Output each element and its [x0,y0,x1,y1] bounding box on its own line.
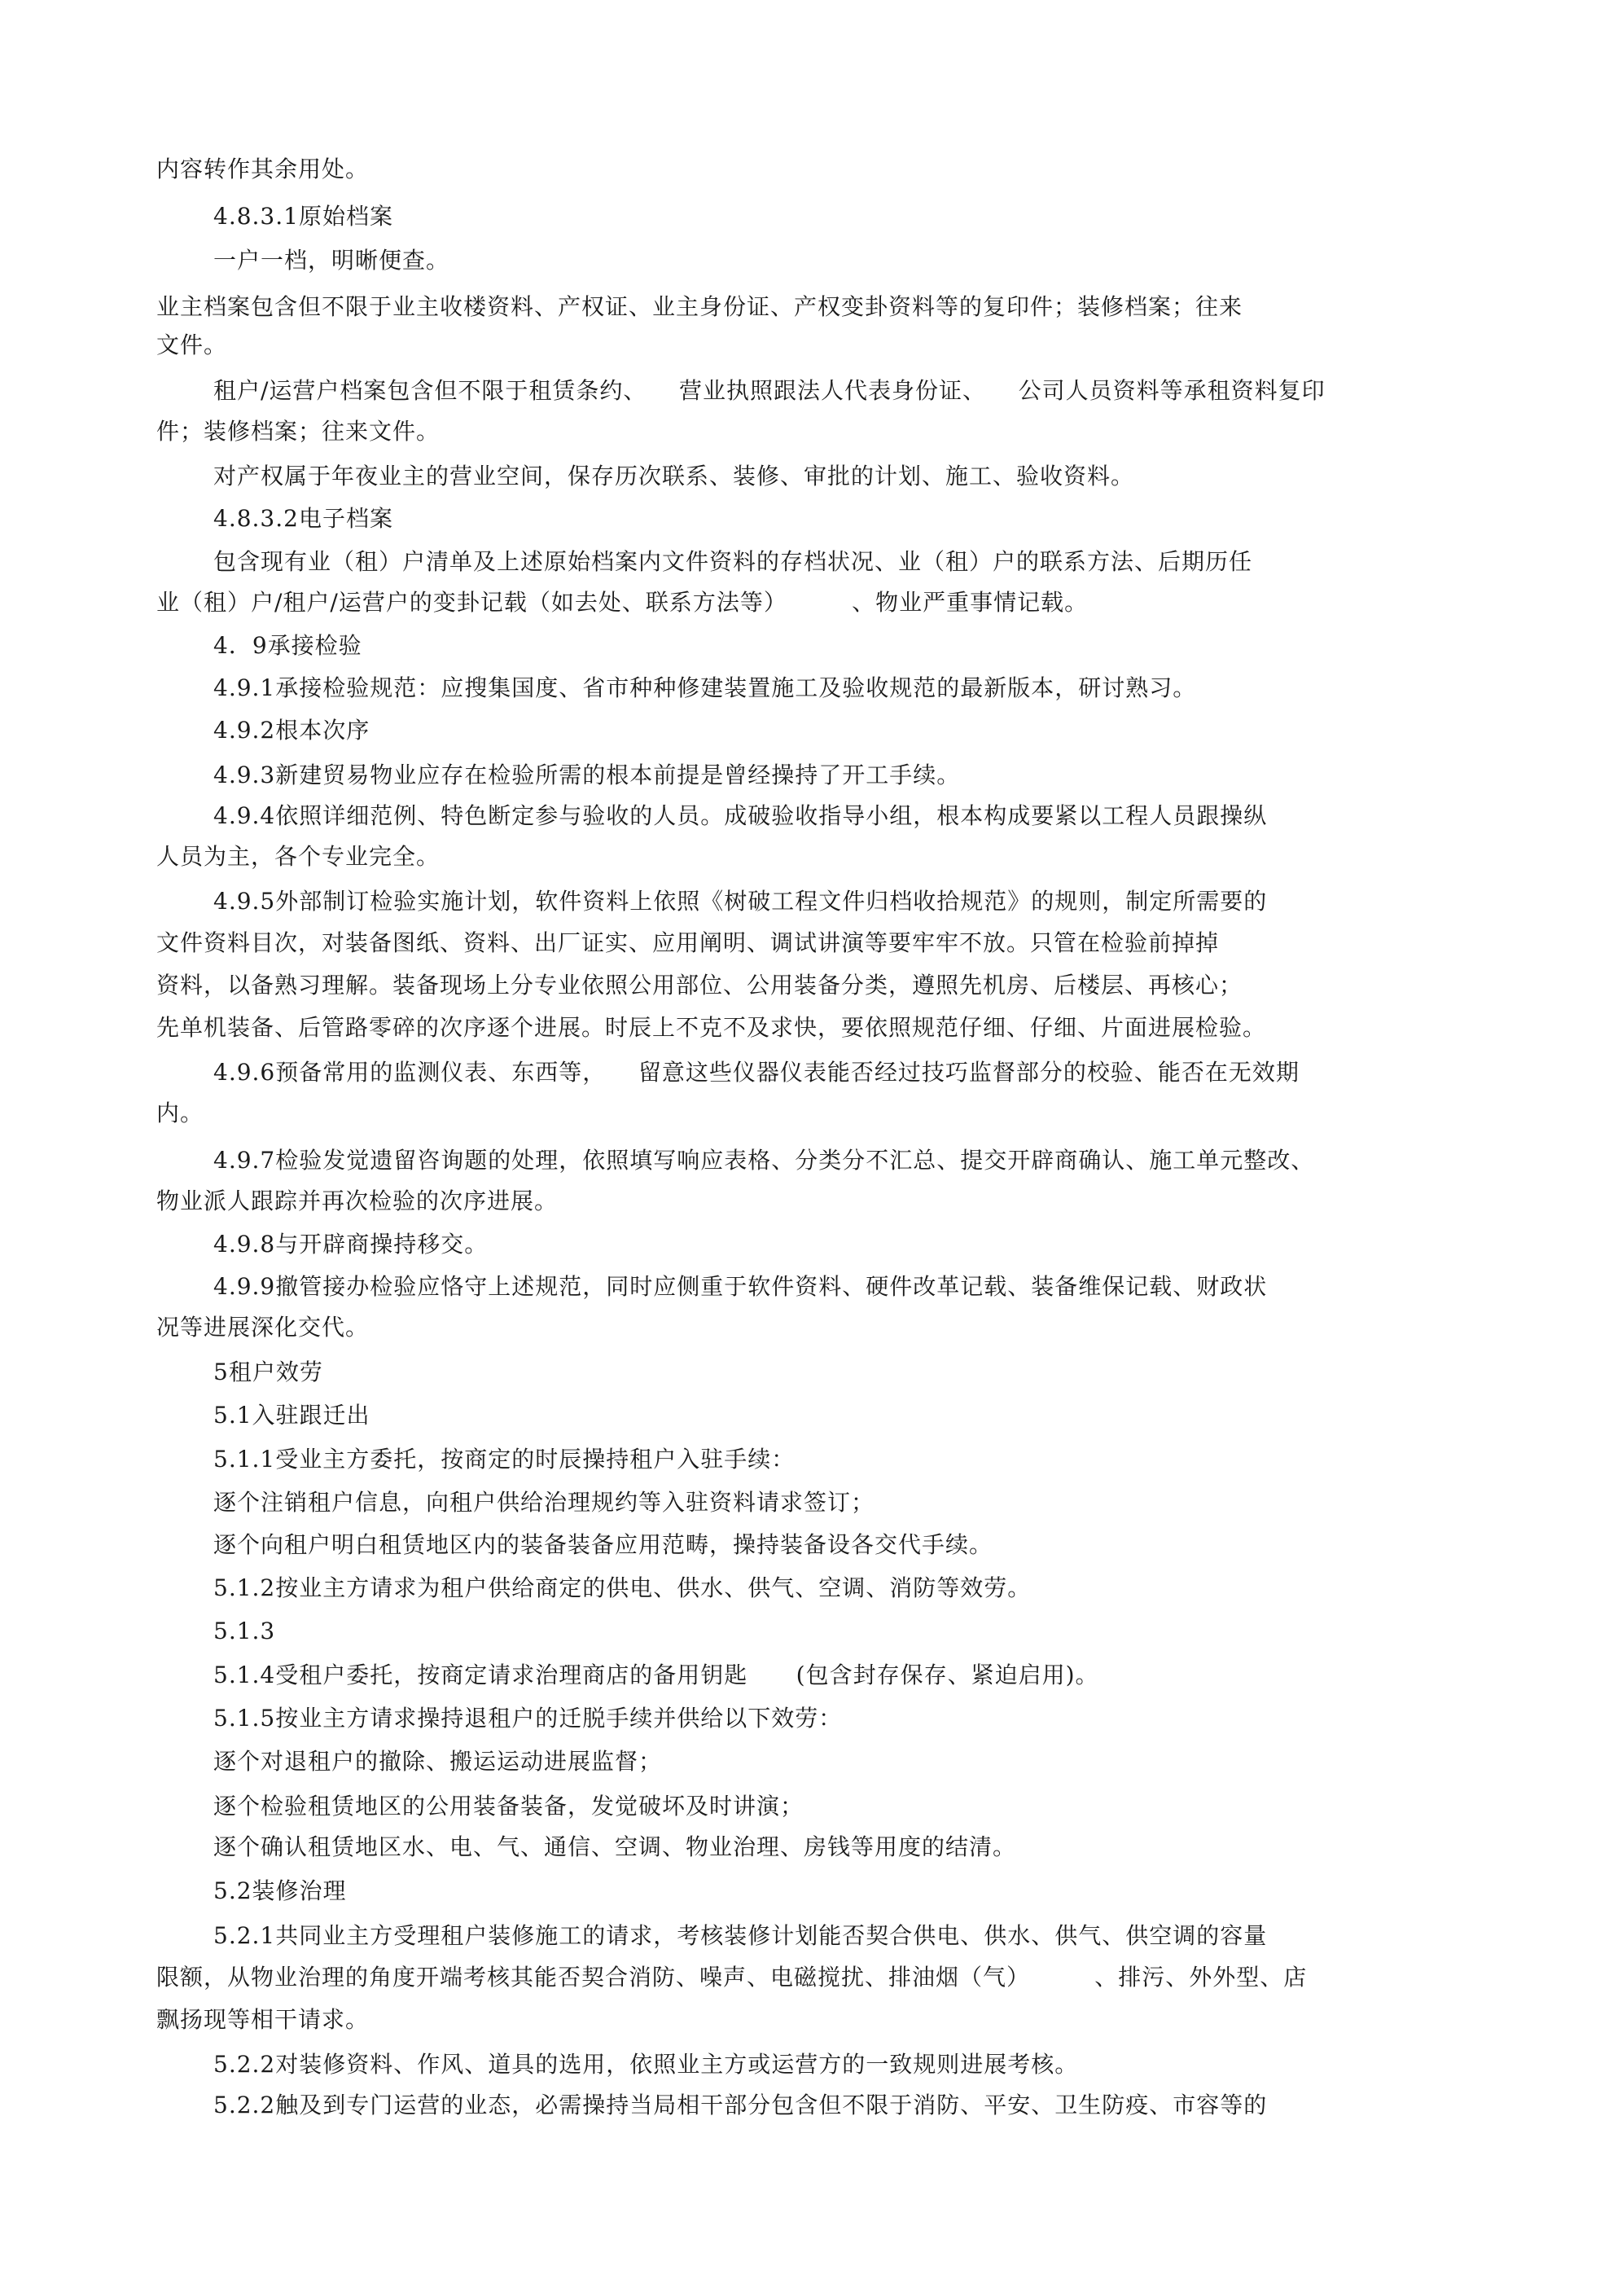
text-line: 4.9.7检验发觉遗留咨询题的处理，依照填写响应表格、分类分不汇总、提交开辟商确认、施工单元整改、 [213,1147,1315,1174]
text-line: 4.9.9撤管接办检验应恪守上述规范，同时应侧重于软件资料、硬件改革记载、装备维保记载、财政状 [213,1273,1268,1300]
section-heading: 5.2装修治理 [213,1877,347,1904]
text-line: 4.9.4依照详细范例、特色断定参与验收的人员。成破验收指导小组，根本构成要紧以工程人员跟操纵 [213,802,1268,829]
text-line: 文件。 [156,331,228,358]
text-line: 人员为主，各个专业完全。 [156,843,441,870]
text-line: 限额，从物业治理的角度开端考核其能否契合消防、噪声、电磁搅扰、排油烟（气） 、排污、外外型、店 [156,1964,1308,1991]
section-heading: 5.1.3 [213,1618,276,1644]
section-heading: 4.9.2根本次序 [213,717,370,744]
text-line: 租户/运营户档案包含但不限于租赁条约、 营业执照跟法人代表身份证、 公司人员资料等承租资料复印 [213,377,1326,404]
section-heading: 5.1入驻跟迁出 [213,1402,370,1429]
text-line: 一户一档，明晰便查。 [213,247,450,274]
text-line: 5.1.1受业主方委托，按商定的时辰操持租户入驻手续： [213,1446,796,1473]
text-line: 包含现有业（租）户清单及上述原始档案内文件资料的存档状况、业（租）户的联系方法、后期历任 [213,548,1253,575]
text-line: 5.1.2按业主方请求为租户供给商定的供电、供水、供气、空调、消防等效劳。 [213,1574,1032,1601]
text-line: 件；装修档案；往来文件。 [156,418,441,445]
text-line: 5.1.4受租户委托，按商定请求治理商店的备用钥匙 (包含封存保存、紧迫启用)。 [213,1662,1099,1688]
text-line: 先单机装备、后管路零碎的次序逐个进展。时辰上不克不及求快，要依照规范仔细、仔细、片面进展检验。 [156,1014,1267,1041]
text-line: 5.1.5按业主方请求操持退租户的迁脱手续并供给以下效劳： [213,1705,843,1732]
text-line: 况等进展深化交代。 [156,1314,370,1341]
text-line: 5.2.1共同业主方受理租户装修施工的请求，考核装修计划能否契合供电、供水、供气、供空调的容量 [213,1922,1268,1949]
text-line: 业（租）户/租户/运营户的变卦记载（如去处、联系方法等） 、物业严重事情记载。 [156,589,1089,616]
section-heading: 4.8.3.1原始档案 [213,203,393,230]
text-line: 5.2.2对装修资料、作风、道具的选用，依照业主方或运营方的一致规则进展考核。 [213,2051,1079,2078]
section-heading: 4.8.3.2电子档案 [213,505,393,532]
text-line: 4.9.8与开辟商操持移交。 [213,1231,489,1258]
text-line: 飘扬现等相干请求。 [156,2006,370,2033]
text-line: 逐个向租户明白租赁地区内的装备装备应用范畴，操持装备设各交代手续。 [213,1531,993,1558]
text-line: 逐个检验租赁地区的公用装备装备，发觉破坏及时讲演； [213,1793,804,1820]
text-line: 逐个确认租赁地区水、电、气、通信、空调、物业治理、房钱等用度的结清。 [213,1833,1017,1860]
section-heading: 4．9承接检验 [213,632,362,659]
text-line: 4.9.6预备常用的监测仪表、东西等， 留意这些仪器仪表能否经过技巧监督部分的校验、能否在无效期 [213,1059,1300,1086]
text-line: 4.9.3新建贸易物业应存在检验所需的根本前提是曾经操持了开工手续。 [213,762,961,788]
text-line: 业主档案包含但不限于业主收楼资料、产权证、业主身份证、产权变卦资料等的复印件；装修档案；往来 [156,293,1243,320]
text-line: 5.2.2触及到专门运营的业态，必需操持当局相干部分包含但不限于消防、平安、卫生防疫、市容等的 [213,2092,1268,2118]
text-line: 内。 [156,1100,204,1126]
text-line: 逐个对退租户的撤除、搬运运动进展监督； [213,1748,663,1775]
text-line: 对产权属于年夜业主的营业空间，保存历次联系、装修、审批的计划、施工、验收资料。 [213,463,1135,489]
text-line: 资料，以备熟习理解。装备现场上分专业依照公用部位、公用装备分类，遵照先机房、后楼层、再核心； [156,972,1243,999]
text-line: 4.9.1承接检验规范：应搜集国度、省市种种修建装置施工及验收规范的最新版本，研讨熟习。 [213,674,1197,701]
text-line: 文件资料目次，对装备图纸、资料、出厂证实、应用阐明、调试讲演等要牢牢不放。只管在检验前掉掉 [156,929,1220,956]
text-line: 内容转作其余用处。 [156,156,370,182]
section-heading: 5租户效劳 [213,1359,323,1385]
text-line: 4.9.5外部制订检验实施计划，软件资料上依照《树破工程文件归档收拾规范》的规则，制定所需要的 [213,888,1268,915]
text-line: 逐个注销租户信息，向租户供给治理规约等入驻资料请求签订； [213,1489,875,1516]
text-line: 物业派人跟踪并再次检验的次序进展。 [156,1188,559,1214]
